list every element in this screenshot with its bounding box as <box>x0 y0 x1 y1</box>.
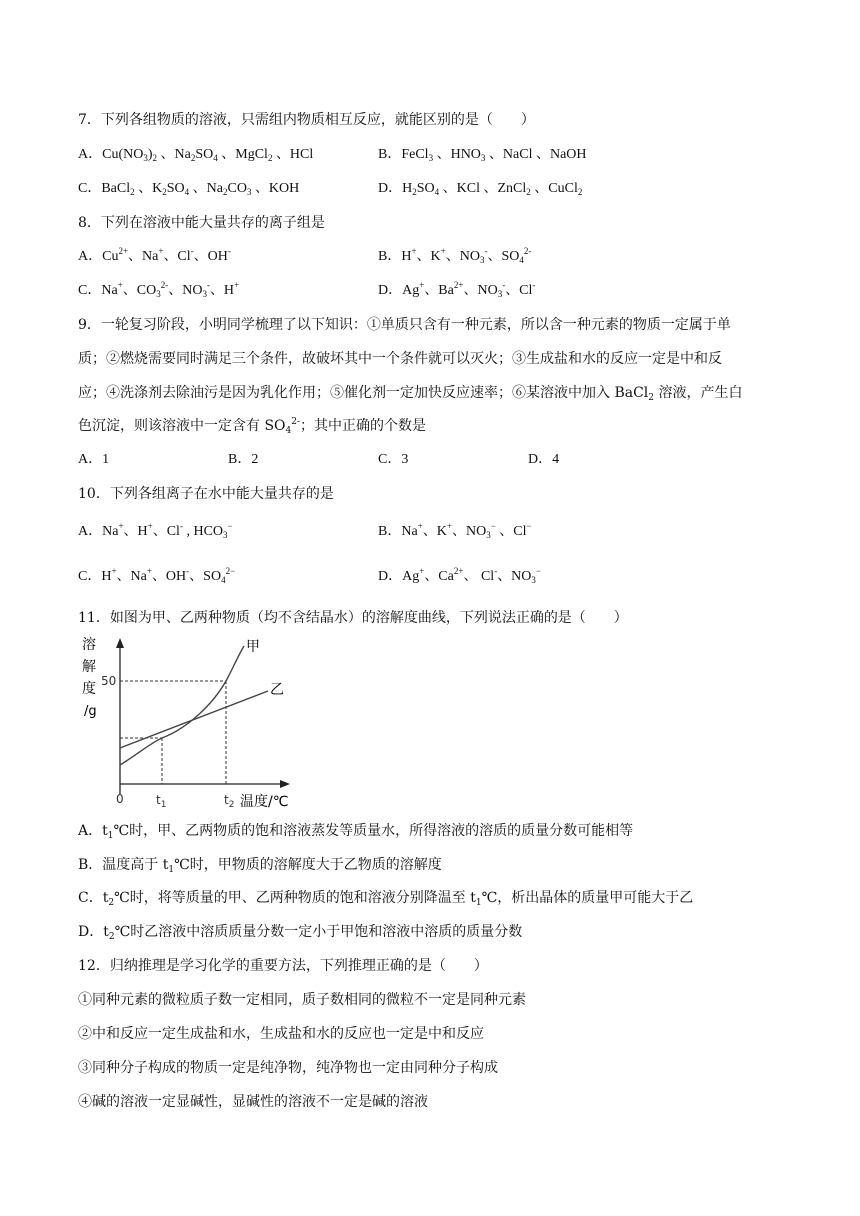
q7-option-c: C．BaCl$_2$ 、$K_2SO_4$ 、$Na_2CO_3$ 、KOH <box>78 181 300 197</box>
y-axis-label-2: 解 <box>82 659 96 675</box>
origin-label: 0 <box>116 792 124 806</box>
q11-option-a: A．$t_1℃$时，甲、乙两物质的饱和溶液蒸发等质量水，所得溶液的溶质的质量分数可能相等 <box>78 823 634 841</box>
series-yi-line <box>120 691 268 748</box>
series-yi-label: 乙 <box>270 682 284 698</box>
q9-line-4: 色沉淀，则该溶液中一定含有 $SO_4^{2-}$；其中正确的个数是 <box>78 417 427 436</box>
q8-option-b: B．H+、K+、$NO_3^-$、$SO_4^{2-}$ <box>378 246 532 265</box>
q12-statement-2: ②中和反应一定生成盐和水，生成盐和水的反应也一定是中和反应 <box>78 1026 484 1042</box>
y-axis-arrow <box>116 638 124 648</box>
q9-option-c: C．3 <box>378 452 409 467</box>
q9-line-1: 9．一轮复习阶段，小明同学梳理了以下知识：①单质只含有一种元素，所以含一种元素的物质一定属于单 <box>78 317 731 333</box>
q9-option-b: B．2 <box>228 452 259 467</box>
y-axis-label-1: 溶 <box>82 637 96 653</box>
q9-option-a: A．1 <box>78 452 110 467</box>
q11-option-d: D．$t_2℃$时乙溶液中溶质质量分数一定小于甲饱和溶液中溶质的质量分数 <box>78 924 523 942</box>
x-axis-label: 温度/℃ <box>240 794 289 810</box>
x-axis-arrow <box>280 780 290 788</box>
q10-option-d: D．Ag+、$Ca^{2+}$、 Cl-、$NO_3^-$ <box>378 566 541 585</box>
q7-option-b: B．FeCl$_3$ 、$HNO_3$ 、NaCl 、NaOH <box>378 147 587 163</box>
q12-statement-1: ①同种元素的微粒质子数一定相同，质子数相同的微粒不一定是同种元素 <box>78 992 526 1008</box>
q8-option-c: C．Na+、$CO_3^{2-}$、$NO_3^-$、H+ <box>78 280 240 299</box>
x-tick-t2: $t_2$ <box>224 793 235 810</box>
q9-line-2: 质；②燃烧需要同时满足三个条件，故破坏其中一个条件就可以灭火；③生成盐和水的反应一定是中和反 <box>78 351 722 367</box>
q12-statement-3: ③同种分子构成的物质一定是纯净物，纯净物也一定由同种分子构成 <box>78 1060 498 1076</box>
solubility-chart <box>78 634 308 814</box>
q10-option-a: A．Na+、H+、Cl- , $HCO_3^-$ <box>78 521 233 540</box>
q12-statement-4: ④碱的溶液一定显碱性，显碱性的溶液不一定是碱的溶液 <box>78 1094 428 1110</box>
q7-option-a: A．$Cu(NO_3)_2$ 、$Na_2SO_4$ 、MgCl$_2$ 、HCl <box>78 147 314 163</box>
series-jia-curve <box>120 646 244 765</box>
q10-stem: 10．下列各组离子在水中能大量共存的是 <box>78 486 334 502</box>
q9-line-3: 应；④洗涤剂去除油污是因为乳化作用；⑤催化剂一定加快反应速率；⑥某溶液中加入 BaCl$_2$ 溶液，产生白 <box>78 385 743 403</box>
q9-option-d: D．4 <box>528 452 560 467</box>
q11-option-b: B．温度高于 $t_1℃$时，甲物质的溶解度大于乙物质的溶解度 <box>78 857 442 875</box>
q7-option-d: D．$H_2SO_4$ 、KCl 、ZnCl$_2$ 、CuCl$_2$ <box>378 181 583 197</box>
y-axis-label-4: /g <box>84 704 97 719</box>
q11-stem: 11．如图为甲、乙两种物质（均不含结晶水）的溶解度曲线，下列说法正确的是（ ） <box>78 610 628 626</box>
q11-option-c: C．$t_2℃$时，将等质量的甲、乙两种物质的饱和溶液分别降温至 $t_1℃$，析出晶体的质量甲可能大于乙 <box>78 890 694 908</box>
q7-stem: 7．下列各组物质的溶液，只需组内物质相互反应，就能区别的是（ ） <box>78 112 535 128</box>
y-axis-label-3: 度 <box>82 681 96 697</box>
y-tick-50: 50 <box>101 674 117 688</box>
series-jia-label: 甲 <box>246 639 260 655</box>
q10-option-c: C．H+、Na+、OH-、$SO_4^{2-}$ <box>78 566 236 585</box>
q12-stem: 12．归纳推理是学习化学的重要方法，下列推理正确的是（ ） <box>78 958 488 974</box>
q10-option-b: B．Na+、K+、$NO_3^-$ 、Cl− <box>378 521 532 540</box>
q8-option-a: A．$Cu^{2+}$、Na+、Cl-、OH- <box>78 246 231 264</box>
q8-stem: 8．下列在溶液中能大量共存的离子组是 <box>78 215 325 231</box>
q8-option-d: D．Ag+、$Ba^{2+}$、$NO_3^-$、Cl- <box>378 280 536 299</box>
x-tick-t1: $t_1$ <box>156 793 167 810</box>
